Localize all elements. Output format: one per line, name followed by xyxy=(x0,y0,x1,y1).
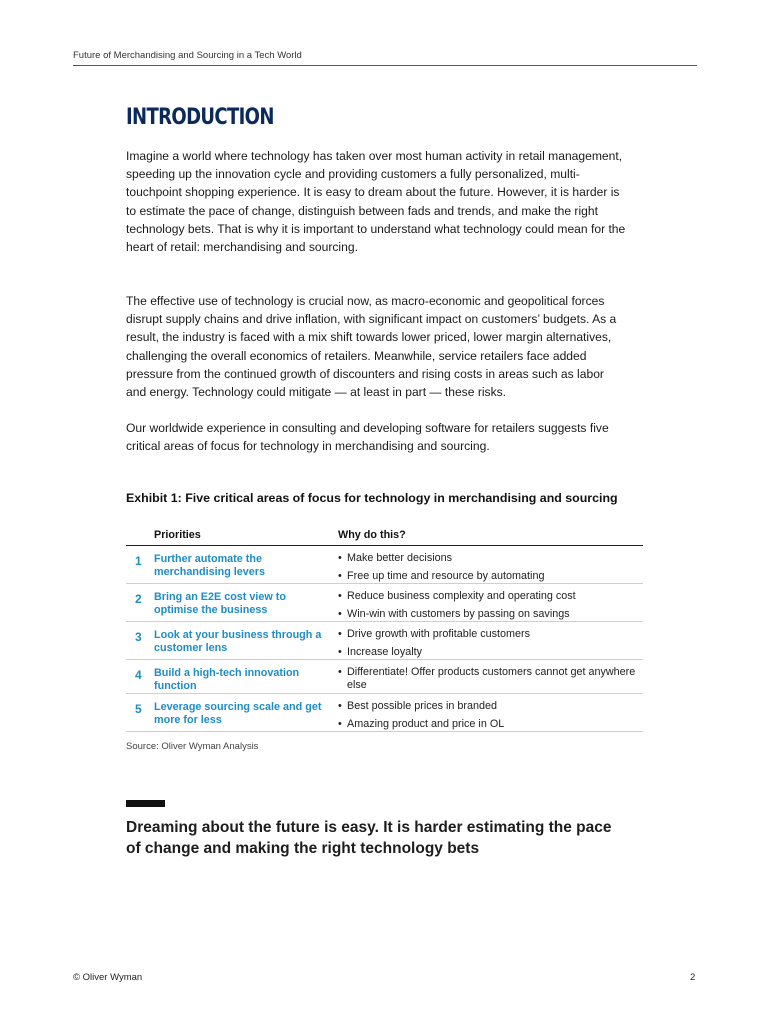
row-number: 4 xyxy=(135,668,142,682)
table-row xyxy=(126,584,643,622)
priority-label: Bring an E2E cost view to optimise the business xyxy=(154,591,286,616)
reason-item: • Free up time and resource by automating xyxy=(338,570,638,583)
reason-item: • Reduce business complexity and operating cost xyxy=(338,590,638,603)
reason-item: • Amazing product and price in OL xyxy=(338,718,638,731)
priorities-table xyxy=(126,527,643,732)
priority-label: Look at your business through a customer lens xyxy=(154,629,322,654)
reason-item: • Differentiate! Offer products customers cannot get anywhere else xyxy=(338,666,638,691)
page-number: 2 xyxy=(690,972,696,983)
reason-list xyxy=(338,666,638,696)
page-title: INTRODUCTION xyxy=(126,105,274,130)
reason-list xyxy=(338,628,638,663)
quote-accent-bar xyxy=(126,800,165,807)
priority-label: Leverage sourcing scale and get more for less xyxy=(154,701,322,726)
intro-paragraph-2: The effective use of technology is crucial now, as macro-economic and geopolitical forces disrupt supply chains and drive inflation, with significant impact on customers’ budgets. As a result, the industry is faced with a mix shift towards lower priced, lower margin alternatives, challenging the overall economics of retailers. Meanwhile, service retailers face added pressure from the continued growth of discounters and rising costs in areas such as labor and energy. Technology could mitigate — at least in part — these risks. xyxy=(126,294,617,400)
table-row xyxy=(126,546,643,584)
column-header-priorities: Priorities xyxy=(154,529,201,541)
row-number: 5 xyxy=(135,702,142,716)
source-note: Source: Oliver Wyman Analysis xyxy=(126,741,259,752)
table-row xyxy=(126,694,643,732)
reason-item: • Drive growth with profitable customers xyxy=(338,628,638,641)
row-number: 1 xyxy=(135,554,142,568)
reason-list xyxy=(338,552,638,587)
pull-quote: Dreaming about the future is easy. It is harder estimating the pace of change and making the right technology bets xyxy=(126,819,612,857)
table-header xyxy=(126,527,643,546)
header-divider xyxy=(73,65,697,66)
running-header: Future of Merchandising and Sourcing in a Tech World xyxy=(73,50,302,61)
priority-label: Build a high-tech innovation function xyxy=(154,667,300,692)
reason-list xyxy=(338,590,638,625)
row-number: 3 xyxy=(135,630,142,644)
table-row xyxy=(126,660,643,694)
footer-copyright: © Oliver Wyman xyxy=(73,972,143,983)
table-row xyxy=(126,622,643,660)
row-number: 2 xyxy=(135,592,142,606)
exhibit-title: Exhibit 1: Five critical areas of focus for technology in merchandising and sourcing xyxy=(126,491,618,505)
reason-list xyxy=(338,700,638,735)
intro-paragraph-3: Our worldwide experience in consulting and developing software for retailers suggests five critical areas of focus for technology in merchandising and sourcing. xyxy=(126,421,609,454)
reason-item: • Best possible prices in branded xyxy=(338,700,638,713)
reason-item: • Increase loyalty xyxy=(338,646,638,659)
column-header-why: Why do this? xyxy=(338,529,406,541)
priority-label: Further automate the merchandising levers xyxy=(154,553,266,578)
reason-item: • Make better decisions xyxy=(338,552,638,565)
intro-paragraph-1: Imagine a world where technology has taken over most human activity in retail management, speeding up the innovation cycle and providing customers a fully personalized, multi-touchpoint shopping experience. It is easy to dream about the future. However, it is harder is to estimate the pace of change, distinguish between fads and trends, and make the right technology bets. That is why it is important to understand what technology could mean for the heart of retail: merchandising and sourcing. xyxy=(126,149,626,255)
reason-item: • Win-win with customers by passing on savings xyxy=(338,608,638,621)
